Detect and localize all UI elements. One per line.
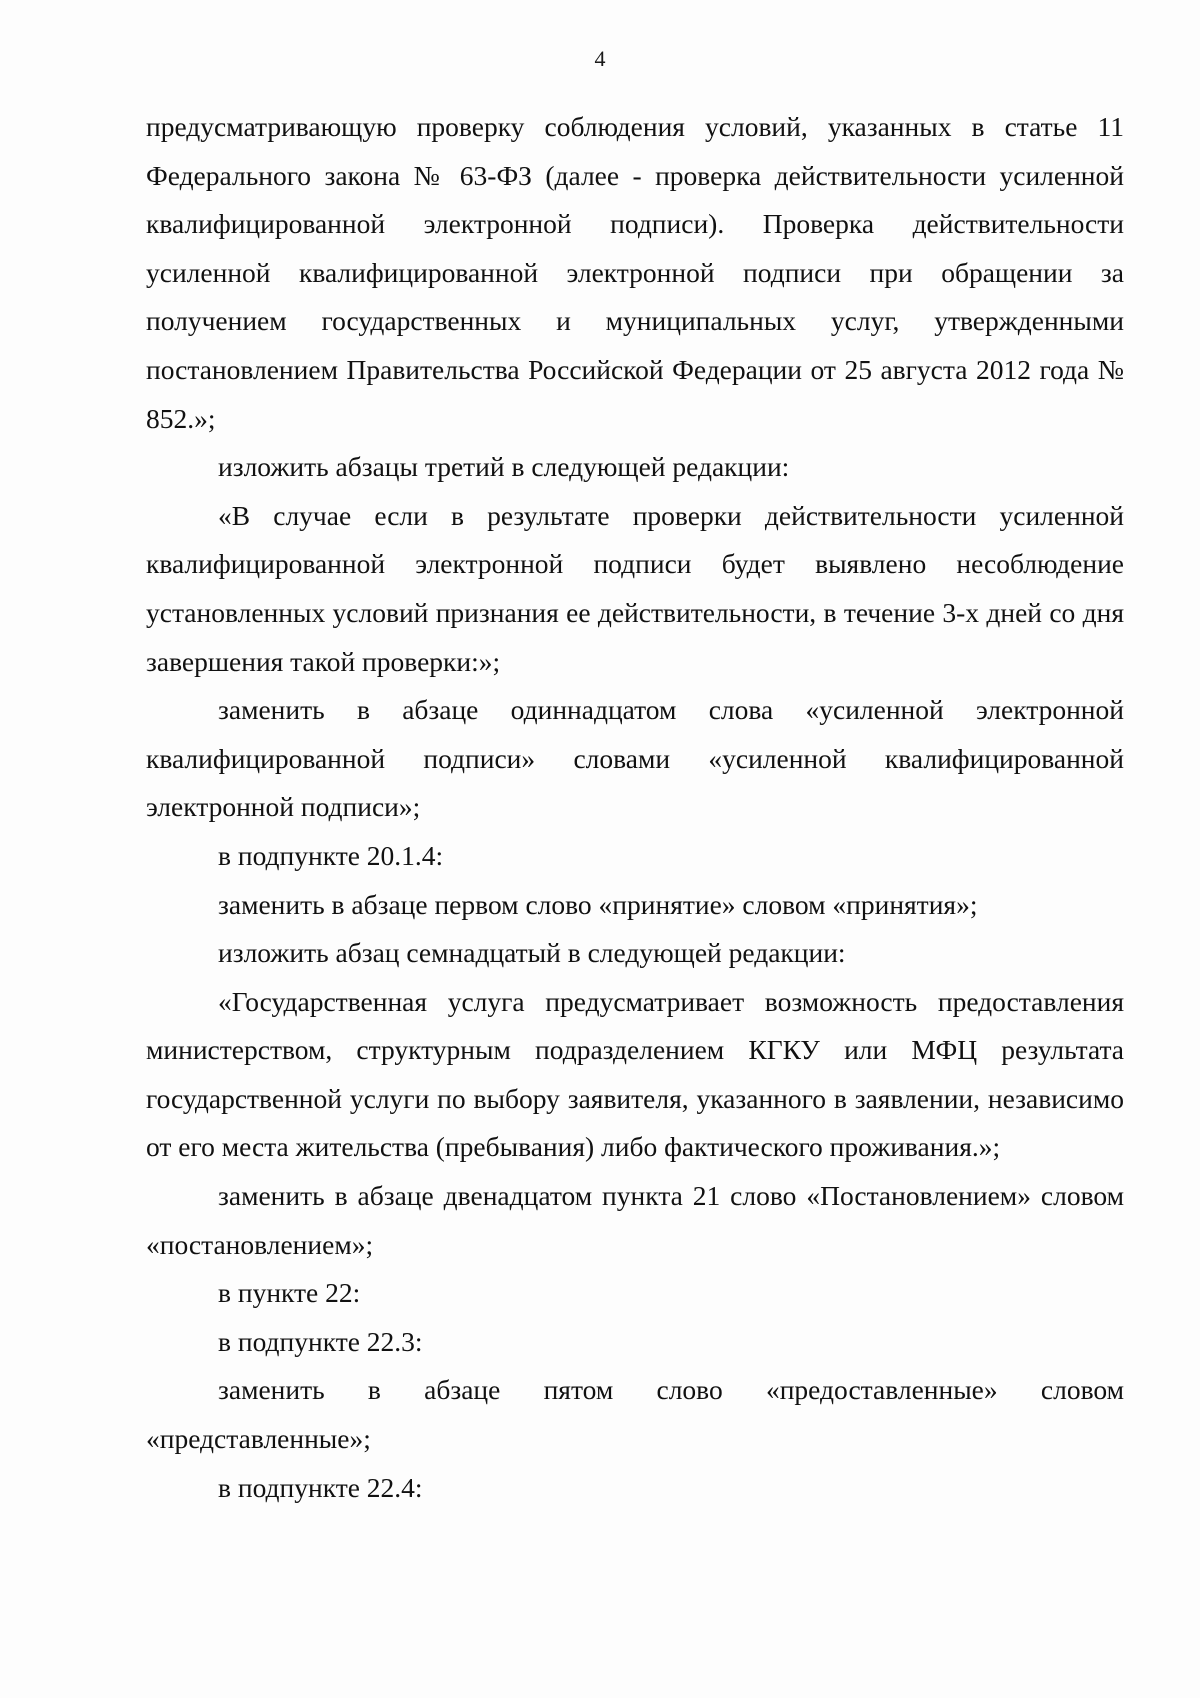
paragraph: «Государственная услуга предусматривает возможность предоставления министерством, структурным подразделением КГКУ или МФЦ результата государственной услуги по выбору заявителя, указанного в заявлении, независимо от его места жительства (пребывания) либо фактического проживания.»; [146,985,1124,1163]
paragraph: заменить в абзаце первом слово «принятие» словом «принятия»; [218,888,978,920]
paragraph: изложить абзац семнадцатый в следующей редакции: [218,937,846,969]
paragraph: в подпункте 20.1.4: [218,839,444,871]
paragraph: в пункте 22: [218,1277,361,1309]
paragraph: в подпункте 22.3: [218,1325,423,1357]
paragraph: в подпункте 22.4: [218,1471,423,1503]
paragraph: заменить в абзаце пятом слово «предоставленные» словом «представленные»; [146,1374,1124,1455]
paragraph-continuation: предусматривающую проверку соблюдения условий, указанных в статье 11 Федерального закона № 63-ФЗ (далее - проверка действительности усиленной квалифицированной электронной подписи). Проверка действительности усиленной квалифицированной электронной подписи при обращении за получением государственных и муниципальных услуг, утвержденными постановлением Правительства Российской Федерации от 25 августа 2012 года № 852.»; [146,111,1124,434]
document-body [146,103,1124,1512]
paragraph: «В случае если в результате проверки действительности усиленной квалифицированной электронной подписи будет выявлено несоблюдение установленных условий признания ее действительности, в течение 3-х дней со дня завершения такой проверки:»; [146,499,1124,677]
page-number: 4 [594,46,606,71]
paragraph: заменить в абзаце одиннадцатом слова «усиленной электронной квалифицированной подписи» словами «усиленной квалифицированной электронной подписи»; [146,694,1124,823]
paragraph: заменить в абзаце двенадцатом пункта 21 слово «Постановлением» словом «постановлением»; [146,1180,1124,1260]
paragraph: изложить абзацы третий в следующей редакции: [218,451,790,483]
